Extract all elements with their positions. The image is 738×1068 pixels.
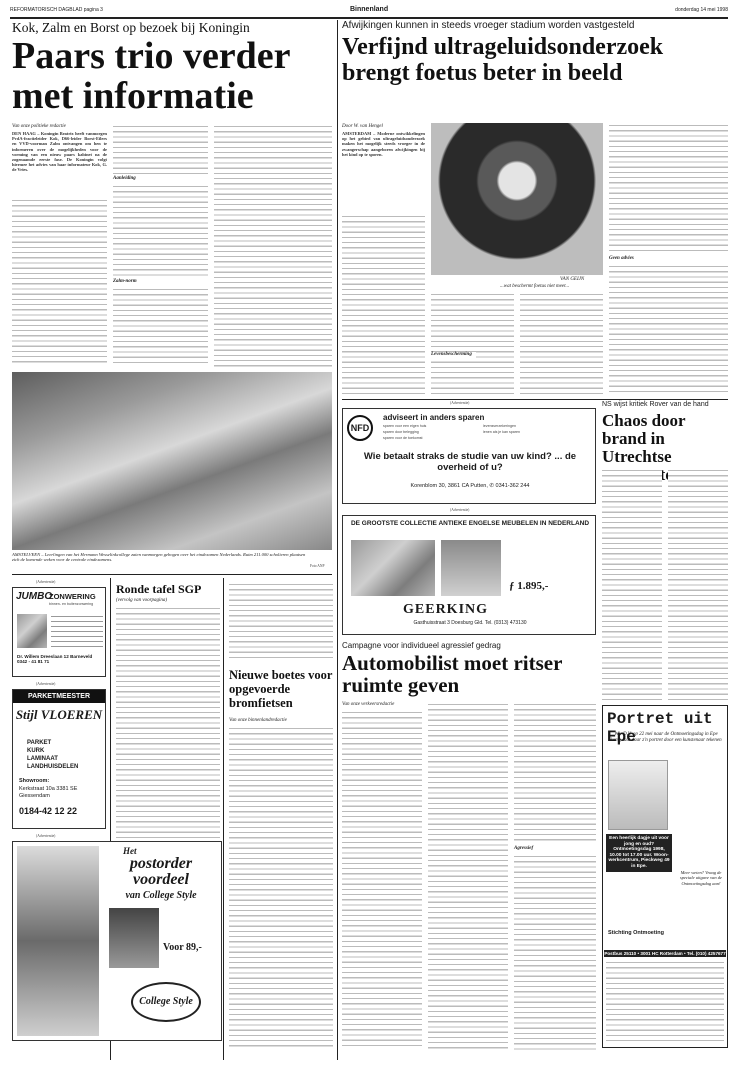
postorder-ad-brand: College Style: [131, 982, 201, 1022]
article2-body-col4: [609, 123, 728, 253]
gallery-ad-chair-photo: [441, 540, 501, 596]
gallery-ad-price: ƒ 1.895,-: [509, 580, 549, 592]
epe-ad-event: Een heerlijk dagje uit voor jong en oud? Ontmoetingsdag 1998, 10.00 tot 17.00 uur. Woon-werkcentrum, Pieckweg 49 in Epe.: [606, 834, 672, 872]
article4-body-col1: [342, 710, 422, 1050]
article2-lead: AMSTERDAM – Moderne ontwikkelingen op het gebied van ultrageluidsonderzoek maken het mogelijk steeds vroeger in de zwangerschap aangeboren afwijkingen bij het kind op te sporen.: [342, 131, 425, 157]
article1-subhead2: Zalm-norm: [113, 279, 137, 284]
article4-kicker: Campagne voor individueel agressief gedrag: [342, 641, 501, 650]
article1-lead: DEN HAAG – Koningin Beatrix heeft vanmorgen PvdA-fractieleider Kok, D66-leider Borst-Eilers en VVD-voorman Zalm ontvangen om hen te informeren over de mogelijkheden voor de vorming van een nieuw paars kabinet na de zogenaamde eerste fase. De Koningin volgt hiermee het advies van haar informateur Kok, G. de Vries.: [12, 131, 107, 173]
article1-body-col2b: [113, 184, 208, 276]
parket-ad-item-1: KURK: [27, 748, 45, 754]
page-header: [10, 6, 728, 16]
parket-ad-item-3: LANDHUISDELEN: [27, 764, 79, 770]
article2-subhead1: Levensbescherming: [431, 352, 476, 358]
exam-photo-caption: AMSTELVEEN – Leerlingen van het Hermann Wesselinkcollege zaten vanmorgen gebogen over het eindexamen Nederlands. Ruim 211.000 scholieren plaatsen zich de komende weken voor de centrale eindexamens.: [12, 552, 306, 563]
article2-rule: [342, 399, 728, 400]
article6-byline: Van onze binnenlandredactie: [229, 718, 287, 723]
parket-ad-phone: 0184-42 12 22: [19, 806, 78, 816]
epe-ad-sub: Wie D.V. op 22 mei naar de Ontmoetingsdag in Epe komt, laat daar z'n portret door een kunstenaar tekenen: [610, 732, 722, 743]
epe-ad-postbus: Postbus 25110 • 3001 HC Rotterdam • Tel. (010) 4257677: [604, 951, 726, 956]
lower-col-divider2: [223, 578, 224, 1060]
parket-ad-item-0: PARKET: [27, 740, 52, 746]
article2-body-col4b: [609, 264, 728, 394]
epe-ad-foundation: Stichting Ontmoeting: [608, 930, 664, 936]
epe-ad-list: [606, 960, 724, 1044]
epe-ad-question: Meer weten? Vraag de speciale uitgave van de Ontmoetingsdag aan!: [679, 870, 723, 886]
postorder-ad-price: Voor 89,-: [163, 942, 202, 953]
article4-headline: Automobilist moet ritser ruimte geven: [342, 651, 563, 697]
article5-body: [116, 606, 220, 838]
article2-body-col1: [342, 214, 425, 394]
ad-chaos-item-2: sparen voor de toekomst: [383, 436, 423, 440]
postorder-ad: [12, 841, 222, 1041]
article1-body-col3: [214, 124, 332, 367]
article1-body-col2: [113, 124, 208, 174]
jumbo-ad: [12, 587, 106, 677]
jumbo-ad-photo: [17, 614, 47, 648]
postorder-ad-model-photo: [17, 846, 99, 1036]
gallery-ad-label: (Advertentie): [450, 508, 470, 512]
article2-subhead2: Geen advies: [609, 256, 634, 261]
header-rule: [10, 17, 728, 19]
article1-kicker: Kok, Zalm en Borst op bezoek bij Koningin: [12, 20, 250, 35]
parket-ad-item-2: LAMINAAT: [27, 756, 58, 762]
jumbo-ad-brand: JUMBO: [16, 591, 53, 602]
ad-chaos: [342, 408, 596, 504]
article1-body-col2c: [113, 287, 208, 367]
article1-body-col1: [12, 198, 107, 366]
article2-body-col3: [520, 292, 603, 394]
article3-body-col1: [602, 468, 662, 700]
gallery-ad-title: DE GROOTSTE COLLECTIE ANTIEKE ENGELSE MEUBELEN IN NEDERLAND: [350, 520, 590, 527]
postorder-ad-title: postorder voordeel: [129, 855, 193, 888]
article6-headline: Nieuwe boetes voor opgevoerde bromfietsen: [229, 668, 333, 710]
ad-chaos-item-0: sparen voor een eigen huis: [383, 424, 427, 428]
parket-ad-showroom: Showroom:: [19, 778, 50, 784]
ad-chaos-item-1: sparen door belegging: [383, 430, 419, 434]
ad-chaos-title: adviseert in anders sparen: [383, 413, 485, 422]
ad-chaos-item-3: levensverzekeringen: [483, 424, 516, 428]
article4-byline: Van onze verkeersredactie: [342, 702, 395, 707]
jumbo-ad-label: (Advertentie): [36, 580, 56, 584]
epe-ad-title: Portret uit Epe: [607, 710, 713, 746]
gallery-ad-brand: GEERKING: [403, 602, 489, 617]
ad-chaos-label: (Advertentie): [450, 401, 470, 405]
vangeijn-photo-name: VAN GEIJN: [560, 277, 585, 282]
article6-body-top: [229, 582, 333, 662]
postorder-ad-shirt-photo: [109, 908, 159, 968]
article3-headline: Chaos door brand in Utrechtse: [602, 411, 686, 466]
ad-chaos-item-4: lenen als je kan sparen: [483, 430, 520, 434]
article2-body-col2: [431, 292, 514, 394]
article4-subhead: Agressief: [514, 846, 534, 851]
ad-chaos-logo: NFD: [347, 415, 373, 441]
parket-ad-top: PARKETMEESTER: [13, 690, 105, 703]
header-section: Binnenland: [350, 6, 389, 13]
vangeijn-photo: [431, 123, 603, 275]
jumbo-ad-title: ZONWERING: [49, 592, 96, 601]
parket-ad-address: Kerkstraat 10a 3381 SE Giessendam: [19, 786, 78, 799]
article5-byline: (vervolg van voorpagina): [116, 598, 168, 603]
photo1-rule: [12, 574, 332, 575]
vangeijn-photo-quote: ...wat beschermt foetus niet meer...: [500, 284, 570, 289]
postorder-ad-top: Het: [123, 846, 137, 856]
postorder-ad-sub: van College Style: [125, 890, 197, 901]
header-date: donderdag 14 mei 1998: [675, 7, 728, 13]
article3-body-col2: [668, 468, 728, 700]
gallery-ad: [342, 515, 596, 635]
article1-headline: Paars trio verder met informatie: [12, 35, 290, 117]
jumbo-ad-sub: binnen- en buitenzonwering: [49, 602, 94, 606]
article4-body-col3b: [514, 854, 596, 1050]
jumbo-ad-list: [51, 614, 103, 650]
exam-photo: [12, 372, 332, 550]
epe-ad-drawing: [608, 760, 668, 830]
article3-kicker: NS wijst kritiek Rover van de hand: [602, 401, 709, 408]
article2-kicker: Afwijkingen kunnen in steeds vroeger stadium worden vastgesteld: [342, 20, 635, 31]
article1-subhead1: Aanleiding: [113, 176, 136, 181]
jumbo-ad-address: Dr. Willem Dreeslaan 12 Barneveld 0342 - 41 81 71: [17, 654, 93, 665]
exam-photo-credit: Foto ANP: [310, 564, 325, 568]
ad-chaos-slogan: Wie betaalt straks de studie van uw kind? ... de overheid of u?: [363, 451, 577, 473]
article5-headline: Ronde tafel SGP: [116, 582, 202, 596]
header-left: REFORMATORISCH DAGBLAD pagina 3: [10, 7, 103, 13]
ad-chaos-address: Korenblom 30, 3861 CA Putten, ✆ 0341-362 244: [410, 483, 530, 489]
article2-byline: Door W. van Hengel: [342, 124, 383, 129]
col-divider-main: [337, 20, 338, 1060]
gallery-ad-furniture-photo: [351, 540, 435, 596]
gallery-ad-address: Gasthuisstraat 3 Doesburg Gld. Tel. (0313) 473130: [413, 620, 527, 626]
postorder-ad-label: (Advertentie): [36, 834, 56, 838]
article2-headline: Verfijnd ultrageluidsonderzoek brengt foetus beter in beeld: [342, 34, 664, 86]
parket-ad: [12, 689, 106, 829]
parket-ad-brand: Stijl VLOEREN: [15, 707, 103, 722]
article1-byline: Van onze politieke redactie: [12, 124, 66, 129]
article4-body-col3: [514, 702, 596, 842]
parket-ad-label: (Advertentie): [36, 682, 56, 686]
article4-body-col2: [428, 702, 508, 1050]
article6-body: [229, 726, 333, 1050]
